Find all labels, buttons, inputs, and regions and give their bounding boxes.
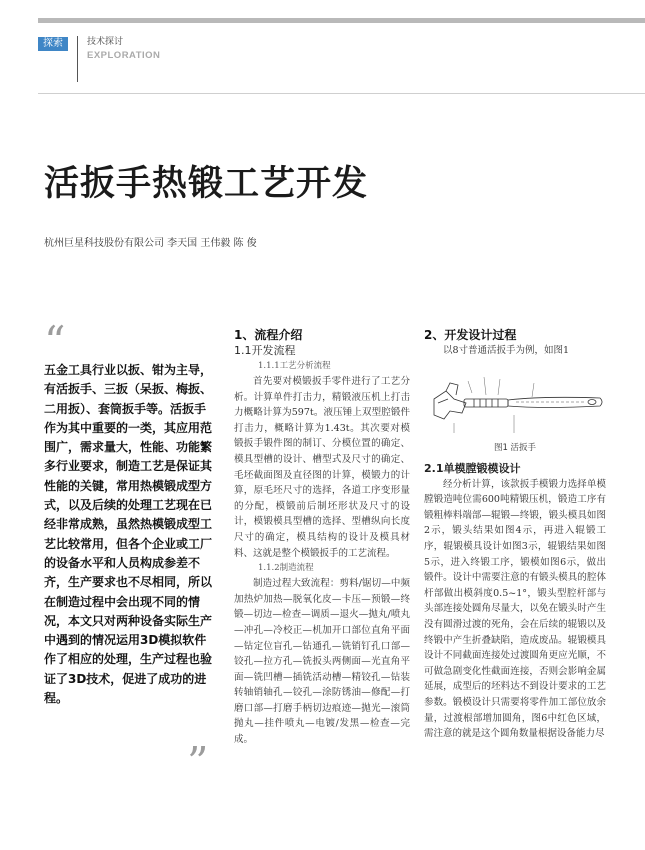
body-paragraph: 首先要对模锻扳手零件进行了工艺分析。计算单件打击力，精锻液压机上打击力概略计算为597t。液压锤上双型腔锻件打击力，概略计算为1.43t。其次要对模锻扳手锻件图的制订、分模位置的确定、模具型槽的设计、槽型式及尺寸的确定、毛坯截面图及直径图的计算，模锻力的计算，原毛坯尺寸的选择，各道工序变形量的分配，模锻前后制坯形状及尺寸的设计，模锻模具型槽的选择、型槽纵向长度尺寸的确定，模具结构的设计及模具材料、这就是整个模锻扳手的工艺流程。 [234,376,410,559]
header-separator [38,93,645,94]
quote-open-icon: “ [44,317,66,366]
sub-subsection-heading: 1.1.1工艺分析流程 [258,361,331,371]
subsection-heading: 2.1单模膛锻模设计 [424,461,521,475]
header-divider [77,36,78,82]
body-column-right [424,327,606,742]
top-rule [38,18,645,23]
section-name-cn: 技术探讨 [87,37,124,47]
article-abstract: 五金工具行业以扳、钳为主导，有活扳手、三扳（呆扳、梅扳、二用扳）、套筒扳手等。活扳手作为其中重要的一类，其应用范围广，需求量大，性能、功能繁多行业要求，制造工艺是保证其性能的关键，常用热模锻成型方式，以及后续的处理工艺现在已经非常成熟，虽然热模锻成型工艺比较常用，但各个企业或工厂的设备水平和人员构成参差不齐，生产要求也不尽相同，所以在制造过程中会出现不同的情况，本文只对两种设备实际生产中遇到的情况运用3D模拟软件作了相应的处理，生产过程也验证了3D技术，促进了成功的进程。 [44,363,213,706]
body-paragraph: 制造过程大致流程：剪料/锯切—中频加热炉加热—脱氧化皮—卡压—预锻—终锻—切边—检查—调质—退火—抛丸/喷丸—冲孔—冷校正—机加开口部位直角平面—钻定位盲孔—钻通孔—铣销钉孔口部—铰孔—拉方孔—铣扳头两侧面—光直角平面—铣凹槽—插铣活动槽—精铰孔—钻装转轴销轴孔—铰孔—涂防锈油—修配—打磨口部—打磨手柄切边痕迹—抛光—滚筒抛丸—挂件喷丸—电镀/发黑—检查—完成。 [234,578,410,746]
sub-subsection-heading: 1.1.2制造流程 [258,563,314,574]
section-tag: 探索 [38,37,68,51]
subsection-heading: 1.1开发流程 [234,344,296,357]
section-heading: 2、开发设计过程 [424,328,517,342]
figure-caption: 图1 活扳手 [493,442,537,453]
article-title: 活扳手热锻工艺开发 [44,164,369,204]
body-paragraph: 经分析计算，该款扳手模锻力选择单模膛锻造吨位需600吨精锻压机，锻造工序有锻粗棒料端部—辊锻—终锻，锻头模具如图2示，锻头结果如图4示，再进入辊锻工序，辊锻模具设计如图3示，辊锻结果如图5示，进入终锻工序，锻模如图6示，做出锻件。设计中需要注意的有锻头模具的腔体杆部做出模斜度0.5~1°，锻头型腔杆部与头部连接处圆角尽量大，以免在锻头时产生没有圆滑过渡的死角，会在后续的辊锻以及终锻中产生折叠缺陷，造成废品。辊锻模具设计不同截面连接处过渡圆角更应光顺，不可做急剧变化性截面连接，否则会影响金属延展，成型后的坯料达不到设计要求的工艺参数。锻模设计只需要将零件加工部位放余量，过渡根部增加圆角，图6中红色区域，需注意的就是这个圆角数量根据设备能力尽 [424,478,606,740]
section-heading: 1、流程介绍 [234,328,303,342]
quote-close-icon: ” [187,738,209,787]
figure-wrench [424,369,606,437]
wrench-drawing-icon [424,369,606,437]
body-paragraph: 以8寸普通活扳手为例，如图1 [443,345,570,356]
section-name-en: EXPLORATION [87,50,161,61]
article-authors: 杭州巨星科技股份有限公司 李天国 王伟毅 陈 俊 [44,238,257,249]
body-column-middle [234,327,410,748]
